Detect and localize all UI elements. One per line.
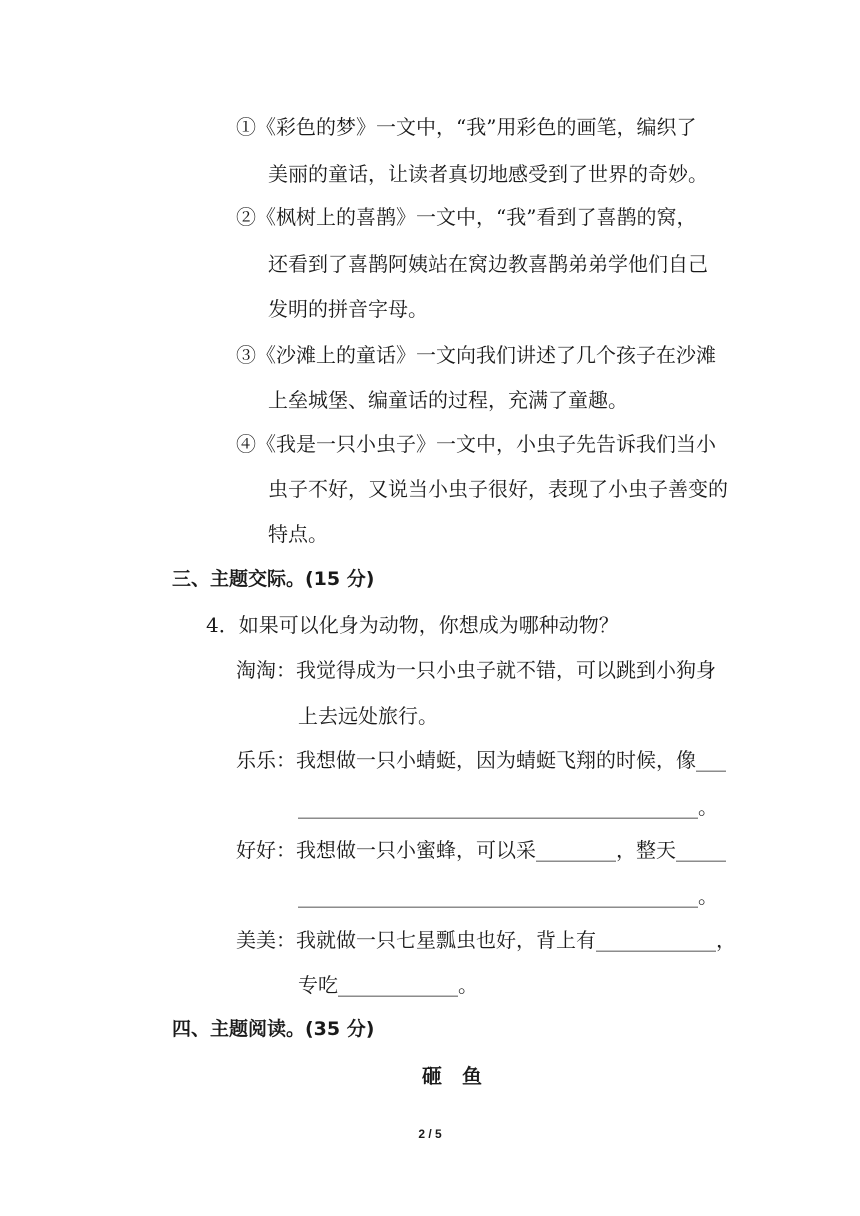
passage-title: 砸鱼 [422, 1064, 502, 1088]
dialogue-meimei-line-2: 专吃____________。 [298, 973, 478, 997]
item-2-line-1: ②《枫树上的喜鹊》一文中，“我”看到了喜鹊的窝， [236, 205, 697, 229]
question-4: 4．如果可以化身为动物，你想成为哪种动物？ [206, 613, 619, 637]
dialogue-haohao-blank-line: ________________________________________。 [298, 884, 718, 908]
item-4-line-3: 特点。 [268, 522, 328, 546]
dialogue-haohao-line-1: 好好：我想做一只小蜜蜂，可以采________，整天_____ [236, 838, 726, 862]
item-1-line-2: 美丽的童话，让读者真切地感受到了世界的奇妙。 [268, 162, 708, 186]
item-2-line-2: 还看到了喜鹊阿姨站在窝边教喜鹊弟弟学他们自己 [268, 252, 708, 276]
item-3-line-2: 上垒城堡、编童话的过程，充满了童趣。 [268, 388, 628, 412]
dialogue-lele-line-1: 乐乐：我想做一只小蜻蜓，因为蜻蜓飞翔的时候，像___ [236, 748, 726, 772]
section-4-heading: 四、主题阅读。(35 分) [172, 1018, 375, 1040]
item-4-line-2: 虫子不好，又说当小虫子很好，表现了小虫子善变的 [268, 477, 728, 501]
dialogue-taotao-line-1: 淘淘：我觉得成为一只小虫子就不错，可以跳到小狗身 [236, 658, 716, 682]
section-3-heading: 三、主题交际。(15 分) [172, 568, 375, 590]
page-number: 2 / 5 [418, 1127, 442, 1141]
item-2-line-3: 发明的拼音字母。 [268, 297, 428, 321]
item-3-line-1: ③《沙滩上的童话》一文向我们讲述了几个孩子在沙滩 [236, 343, 716, 367]
dialogue-meimei-line-1: 美美：我就做一只七星瓢虫也好，背上有____________， [236, 928, 736, 952]
item-1-line-1: ①《彩色的梦》一文中，“我”用彩色的画笔，编织了 [236, 115, 697, 139]
dialogue-taotao-line-2: 上去远处旅行。 [298, 704, 438, 728]
item-4-line-1: ④《我是一只小虫子》一文中，小虫子先告诉我们当小 [236, 432, 716, 456]
dialogue-lele-blank-line: ________________________________________。 [298, 795, 718, 819]
